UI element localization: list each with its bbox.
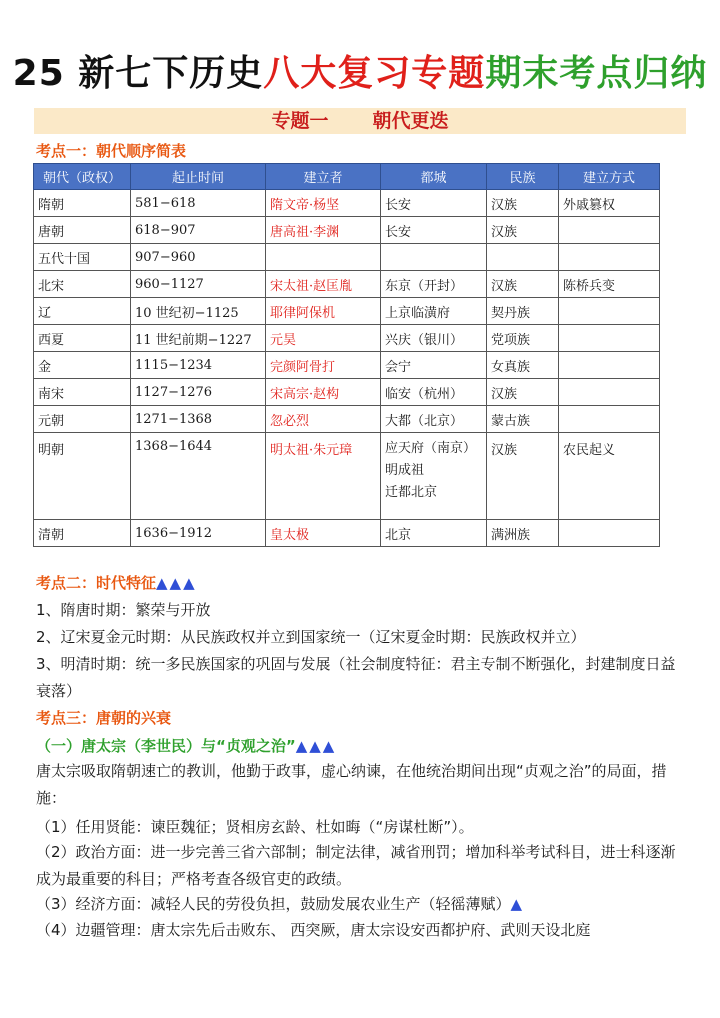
kaodian-2-heading (36, 572, 197, 593)
ethnicity-cell: 党项族 (487, 325, 559, 352)
period-cell: 1115−1234 (131, 352, 266, 379)
column-header: 民族 (487, 164, 559, 190)
dynasty-cell: 北宋 (34, 271, 131, 298)
kaodian-1-heading: 考点一：朝代顺序简表 (36, 142, 187, 160)
dynasty-cell: 唐朝 (34, 217, 131, 244)
ethnicity-cell: 汉族 (487, 271, 559, 298)
dynasty-cell: 金 (34, 352, 131, 379)
dynasty-cell: 清朝 (34, 520, 131, 547)
topic-number: 专题一 (271, 110, 329, 132)
period-cell: 581−618 (131, 190, 266, 217)
capital-cell: 会宁 (381, 352, 487, 379)
triangle-marker-icon: ▲▲▲ (295, 737, 337, 755)
ethnicity-cell: 契丹族 (487, 298, 559, 325)
table-row (34, 352, 660, 379)
founder-cell (266, 244, 381, 271)
period-cell: 11 世纪前期−1227 (131, 325, 266, 352)
column-header: 朝代（政权） (34, 164, 131, 190)
column-header: 建立者 (266, 164, 381, 190)
method-cell (559, 379, 660, 406)
table-row (34, 190, 660, 217)
kaodian-3-heading: 考点三：唐朝的兴衰 (36, 709, 172, 727)
subsection-1-intro: 唐太宗吸取隋朝速亡的教训，他勤于政事，虚心纳谏，在他统治期间出现“贞观之治”的局面，措施： (36, 762, 667, 807)
table-row (34, 271, 660, 298)
period-cell: 618−907 (131, 217, 266, 244)
dynasty-cell: 元朝 (34, 406, 131, 433)
period-cell: 10 世纪初−1125 (131, 298, 266, 325)
capital-cell: 大都（北京） (381, 406, 487, 433)
capital-cell: 东京（开封） (381, 271, 487, 298)
method-cell (559, 352, 660, 379)
founder-cell: 耶律阿保机 (266, 298, 381, 325)
method-cell (559, 406, 660, 433)
founder-cell: 忽必烈 (266, 406, 381, 433)
founder-cell: 皇太极 (266, 520, 381, 547)
capital-line: 应天府（南京） (385, 441, 477, 456)
method-cell: 陈桥兵变 (559, 271, 660, 298)
table-row (34, 217, 660, 244)
capital-cell: 兴庆（银川） (381, 325, 487, 352)
dynasty-cell: 辽 (34, 298, 131, 325)
table-row (34, 379, 660, 406)
ethnicity-cell: 汉族 (487, 217, 559, 244)
measure-1: （1）任用贤能：谏臣魏征；贤相房玄龄、杜如晦（“房谋杜断”）。 (36, 818, 474, 836)
method-cell (559, 520, 660, 547)
dynasty-cell: 五代十国 (34, 244, 131, 271)
method-cell (559, 244, 660, 271)
column-header: 都城 (381, 164, 487, 190)
dynasty-cell: 西夏 (34, 325, 131, 352)
triangle-marker-icon: ▲ (510, 895, 523, 913)
period-cell: 1368−1644 (131, 433, 266, 520)
dynasty-cell: 南宋 (34, 379, 131, 406)
method-cell (559, 325, 660, 352)
ethnicity-cell (487, 244, 559, 271)
method-cell (559, 298, 660, 325)
capital-line: 迁都北京 (385, 485, 438, 500)
measure-2: （2）政治方面：进一步完善三省六部制；制定法律，减省刑罚；增加科举考试科目，进士科逐渐成为最重要的科目；严格考查各级官吏的政绩。 (36, 843, 676, 888)
dynasty-cell: 明朝 (34, 433, 131, 520)
page-title (0, 48, 720, 100)
topic-banner (34, 108, 686, 134)
measure-4: （4）边疆管理：唐太宗先后击败东、 西突厥，唐太宗设安西都护府、武则天设北庭 (36, 921, 591, 939)
ethnicity-cell: 汉族 (487, 433, 559, 520)
ethnicity-cell: 汉族 (487, 379, 559, 406)
capital-cell (381, 433, 487, 520)
column-header: 建立方式 (559, 164, 660, 190)
trait-item-3: 3、明清时期：统一多民族国家的巩固与发展（社会制度特征：君主专制不断强化，封建制度日益衰落） (36, 655, 676, 700)
table-row (34, 298, 660, 325)
table-row (34, 520, 660, 547)
table-row (34, 244, 660, 271)
ethnicity-cell: 汉族 (487, 190, 559, 217)
trait-item-1: 1、隋唐时期：繁荣与开放 (36, 601, 211, 619)
founder-cell: 宋高宗·赵构 (266, 379, 381, 406)
subsection-1-heading (36, 735, 336, 756)
table-row (34, 433, 660, 520)
method-cell: 外戚篡权 (559, 190, 660, 217)
founder-cell: 宋太祖·赵匡胤 (266, 271, 381, 298)
ethnicity-cell: 女真族 (487, 352, 559, 379)
table-row (34, 406, 660, 433)
table-header-row (34, 164, 660, 190)
trait-item-2: 2、辽宋夏金元时期：从民族政权并立到国家统一（辽宋夏金时期：民族政权并立） (36, 628, 586, 646)
capital-cell: 长安 (381, 190, 487, 217)
dynasty-cell: 隋朝 (34, 190, 131, 217)
capital-cell (381, 244, 487, 271)
title-part-2: 八大复习专题 (263, 53, 486, 94)
table-row (34, 325, 660, 352)
period-cell: 1636−1912 (131, 520, 266, 547)
capital-cell: 长安 (381, 217, 487, 244)
period-cell: 907−960 (131, 244, 266, 271)
ethnicity-cell: 满洲族 (487, 520, 559, 547)
period-cell: 1127−1276 (131, 379, 266, 406)
capital-cell: 临安（杭州） (381, 379, 487, 406)
founder-cell: 完颜阿骨打 (266, 352, 381, 379)
dynasty-table (33, 163, 660, 547)
founder-cell: 隋文帝·杨坚 (266, 190, 381, 217)
measure-3-text: （3）经济方面：减轻人民的劳役负担，鼓励发展农业生产（轻徭薄赋） (36, 895, 511, 913)
title-part-3: 期末考点归纳 (485, 53, 708, 94)
capital-cell: 北京 (381, 520, 487, 547)
capital-cell: 上京临潢府 (381, 298, 487, 325)
triangle-marker-icon: ▲▲▲ (156, 574, 197, 592)
method-cell: 农民起义 (559, 433, 660, 520)
period-cell: 1271−1368 (131, 406, 266, 433)
method-cell (559, 217, 660, 244)
period-cell: 960−1127 (131, 271, 266, 298)
capital-line: 明成祖 (385, 463, 425, 478)
subsection-1-heading-text: （一）唐太宗（李世民）与“贞观之治” (36, 737, 296, 755)
title-part-1: 25 新七下历史 (12, 53, 264, 94)
founder-cell: 唐高祖·李渊 (266, 217, 381, 244)
founder-cell: 明太祖·朱元璋 (266, 433, 381, 520)
ethnicity-cell: 蒙古族 (487, 406, 559, 433)
measure-3 (36, 891, 686, 917)
topic-name: 朝代更迭 (372, 110, 449, 132)
column-header: 起止时间 (131, 164, 266, 190)
kaodian-2-heading-text: 考点二：时代特征 (36, 574, 157, 592)
founder-cell: 元昊 (266, 325, 381, 352)
